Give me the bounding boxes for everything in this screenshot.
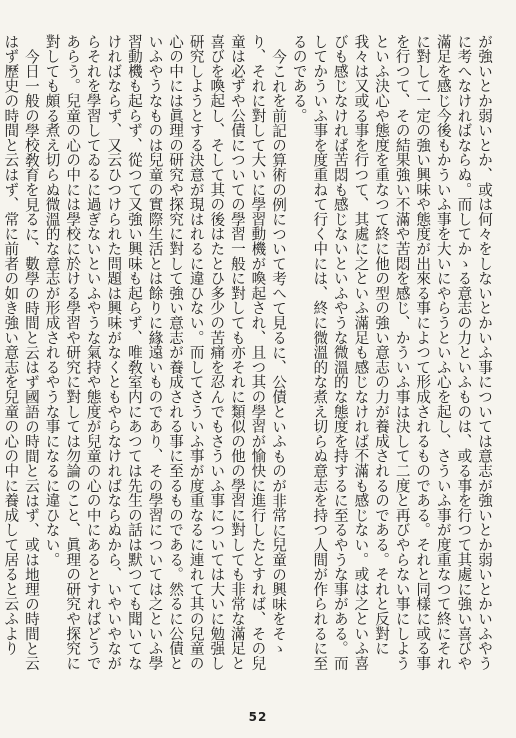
paragraph-2: 今これを前記の算術の例について考へて見るに、公債といふものが非常に兒童の興味をそゝり、それに對して大いに學習動機が喚起され、且つ其の學習が愉快に進行したとすれば、その兒童は必ずや公債についての學習一般に對しても亦それに類似の他の學習に對しても非常な滿足と喜びを喚起し、そして其の後はたとひ多少の苦痛を忍んでもさういふ事については大いに勉强し研究しようとする決意が現はれるに違ひない。而してさういふ事が度重なるに連れて其の兒童の心の中には眞理の研究や探究に對して強い意志が養成される事に至るものである。然るに公債といふやうなものは兒童の實際生活とは餘りに緣遠いものであり、その學習については之といふ學習動機も起らず、從つて又強い興味も起らず、唯敎室内にあつては先生の話は默つても聞いてなければならず、又云ひつけられた問題は興味がなくともやらなければならぬから、いやいやながらそれを學習してゐるに過ぎないといふやうな氣持や態度が兒童の心の中にあるとすればどうであらう。兒童の心の中には學校に於ける學習や研究に對しては勿論のこと、眞理の研究や探究に對しても頗る煮え切らぬ微溫的な意志が形成されるやうな事になるに違ひない。 (43, 34, 288, 671)
paragraph-3: 今日一般の學校敎育を見るに、數學の時間と云はず國語の時間と云はず、或は地理の時間と云はず歷史の時間と云はず、常に前者の如き強い意志を兒童の心の中に養成して居ると云ふより (2, 34, 40, 671)
page-number: 52 (248, 710, 268, 724)
body-text (2, 34, 494, 680)
paragraph-1: が強いとか弱いとか、或は何々をしないとかいふ事については意志が強いとか弱いとかいふやうに考へなければならぬ。而してかゝる意志の力といふものは、或る事を行つて其處に強い喜びや滿足を感じ今後もかういふ事を大いにやらうといふ心を起し、さういふ事が度重なつて終にそれに對して一定の強い興味や態度が出來る事によつて形成されるものである。それと同樣に或る事を行つて、その結果強い不滿や苦悶を感じ、かういふ事は決して二度と再びやらない事にしようといふ決心や態度を重なつて終に他の型の強い意志の力が養成されるのである。それと反對に我々は又或る事を行つて、其處に之といふ滿足も感じなければ不滿も感じない。或は之といふ喜びも感じなければ苦悶も感じないといふやうな微溫的な態度を持するに至るやうな事がある。而してかういふ事を度重ねて行く中には、終に微溫的な煮え切らぬ意志を持つ人間が作られるに至るのである。 (290, 34, 493, 671)
